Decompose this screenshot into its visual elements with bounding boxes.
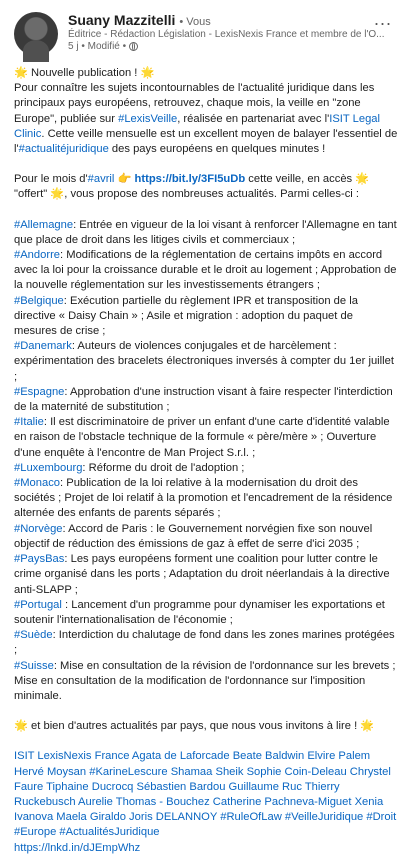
- final-link[interactable]: https://lnkd.in/dJEmpWhz: [14, 841, 141, 854]
- country-item: [14, 218, 398, 248]
- country-item: [14, 628, 398, 658]
- country-item-text: : Publication de la loi relative à la modernisation du droit des sociétés ; Projet de loi relatif à la promotion et l'encadrement de la résidence alternée des enfants de parents séparés ;: [14, 477, 393, 520]
- country-item: [14, 522, 398, 552]
- hashtag-actualitejuridique[interactable]: #actualitéjuridique: [18, 143, 109, 156]
- country-item: [14, 476, 398, 522]
- post-time-row: [68, 41, 370, 52]
- intro-headline: 🌟 Nouvelle publication ! 🌟: [14, 67, 155, 79]
- country-hashtag[interactable]: #Suède: [14, 629, 53, 642]
- country-item: [14, 659, 398, 705]
- country-hashtag[interactable]: #Norvège: [14, 522, 63, 535]
- country-item: [14, 385, 398, 415]
- you-label: • Vous: [179, 16, 211, 28]
- country-item: [14, 552, 398, 598]
- author-name[interactable]: Suany Mazzitelli: [68, 12, 176, 28]
- country-hashtag[interactable]: #Monaco: [14, 477, 61, 490]
- country-item-text: : Les pays européens forment une coalition pour lutter contre le crime organisé dans les ports ; Adaptation du droit néerlandais à la directive anti-SLAPP ;: [14, 553, 390, 596]
- closing-line: 🌟 et bien d'autres actualités par pays, que nous vous invitons à lire ! 🌟: [14, 720, 375, 733]
- post-header: [14, 9, 398, 58]
- country-item-text: : Accord de Paris : le Gouvernement norvégien fixe son nouvel objectif de réduction des émissions de gaz à effet de serre d'ici 2035 ;: [14, 522, 373, 550]
- post-body: [14, 66, 398, 856]
- country-item-text: : Il est discriminatoire de priver un enfant d'une carte d'identité valable en raison de l'obstacle technique de la formule « père/mère » ; Ouverture d'une enquête à l'encontre de Man Project S.r.l. ;: [14, 416, 390, 459]
- country-hashtag[interactable]: #Allemagne: [14, 218, 74, 231]
- country-item-text: : Entrée en vigueur de la loi visant à renforcer l'Allemagne en tant que place de droit dans les litiges civils et commerciaux ;: [14, 218, 397, 246]
- country-item: [14, 598, 398, 628]
- country-item-text: : Lancement d'un programme pour dynamiser les exportations et soutenir l'internationalisation de l'économie ;: [14, 598, 385, 626]
- country-hashtag[interactable]: #Luxembourg: [14, 461, 83, 474]
- country-item-text: : Modifications de la réglementation de certains impôts en accord avec la loi pour la croissance durable et le droit au logement ; Approbation de la nouvelle réglementation sur les investissements étrangers ;: [14, 249, 397, 292]
- mentions-and-hashtags[interactable]: ISIT LexisNexis France Agata de Laforcade Beate Baldwin Elvire Palem Hervé Moysan #KarineLescure Shamaa Sheik Sophie Coin-Deleau Chrystel Faure Tiphaine Ducrocq Sébastien Bardou Guillaume Ruc Thierry Ruckebusch Aurelie Thomas - Bouchez Catherine Pachneva-Miguet Xenia Ivanova Maela Giraldo Joris DELANNOY #RuleOfLaw #VeilleJuridique #Droit #Europe #ActualitésJuridique: [14, 750, 397, 839]
- country-hashtag[interactable]: #Italie: [14, 416, 44, 429]
- country-hashtag[interactable]: #Suisse: [14, 659, 54, 672]
- country-item: [14, 294, 398, 340]
- country-hashtag[interactable]: #Andorre: [14, 249, 61, 262]
- globe-icon: [129, 42, 138, 51]
- month-paragraph: Pour le mois d'#avril 👉 https://bit.ly/3FI5uDb cette veille, en accès 🌟 "offert" 🌟, vous propose des nombreuses actualités. Parmi celles-ci :: [14, 173, 370, 201]
- country-item-text: : Auteurs de violences conjugales et de harcèlement : expérimentation des bracelets électroniques inversés à compter du 1er juillet ;: [14, 340, 394, 383]
- author-meta: [68, 12, 385, 52]
- country-list: [14, 218, 398, 705]
- post-time: 5 j • Modifié •: [68, 41, 127, 52]
- country-hashtag[interactable]: #PaysBas: [14, 553, 65, 566]
- hashtag-lexisveille[interactable]: #LexisVeille: [118, 112, 178, 125]
- author-headline: Éditrice - Rédaction Législation - LexisNexis France et membre de l'O...: [68, 29, 385, 40]
- country-hashtag[interactable]: #Portugal: [14, 598, 62, 611]
- hashtag-avril[interactable]: #avril: [87, 173, 115, 186]
- country-item-text: : Exécution partielle du règlement IPR et transposition de la directive « Daisy Chain » ; Asile et migration : adoption du paquet de mesures de crise ;: [14, 294, 358, 338]
- intro-paragraph: Pour connaître les sujets incontournables de l'actualité juridique dans les principaux pays européens, retrouvez, chaque mois, la veille en "zone Europe", publiée sur #LexisVeille, réalisée en partenariat avec l'ISIT Legal Clinic. Cette veille mensuelle est un excellent moyen de balayer l'essentiel de l'#actualitéjuridique des pays européens en quelques minutes !: [14, 82, 398, 156]
- country-item-text: : Réforme du droit de l'adoption ;: [82, 461, 245, 474]
- country-item: [14, 415, 398, 461]
- isit-legal-clinic-link[interactable]: ISIT Legal Clinic: [14, 112, 381, 140]
- country-item-text: : Approbation d'une instruction visant à faire respecter l'interdiction de la maternité de substitution ;: [14, 385, 393, 414]
- author-avatar[interactable]: [14, 12, 58, 56]
- country-item: [14, 248, 398, 294]
- country-hashtag[interactable]: #Belgique: [14, 294, 64, 307]
- author-name-row: [68, 12, 370, 28]
- country-item: [14, 461, 398, 476]
- country-item-text: : Interdiction du chalutage de fond dans les zones marines protégées ;: [14, 629, 395, 657]
- more-options-button[interactable]: ...: [373, 9, 392, 29]
- country-item-text: : Mise en consultation de la révision de l'ordonnance sur les brevets ; Mise en consultation de la modification de l'ordonnance sur l'imposition minimale.: [14, 659, 396, 702]
- bitly-link[interactable]: https://bit.ly/3FI5uDb: [134, 173, 246, 186]
- country-hashtag[interactable]: #Danemark: [14, 340, 72, 353]
- country-hashtag[interactable]: #Espagne: [14, 385, 65, 398]
- country-item: [14, 339, 398, 385]
